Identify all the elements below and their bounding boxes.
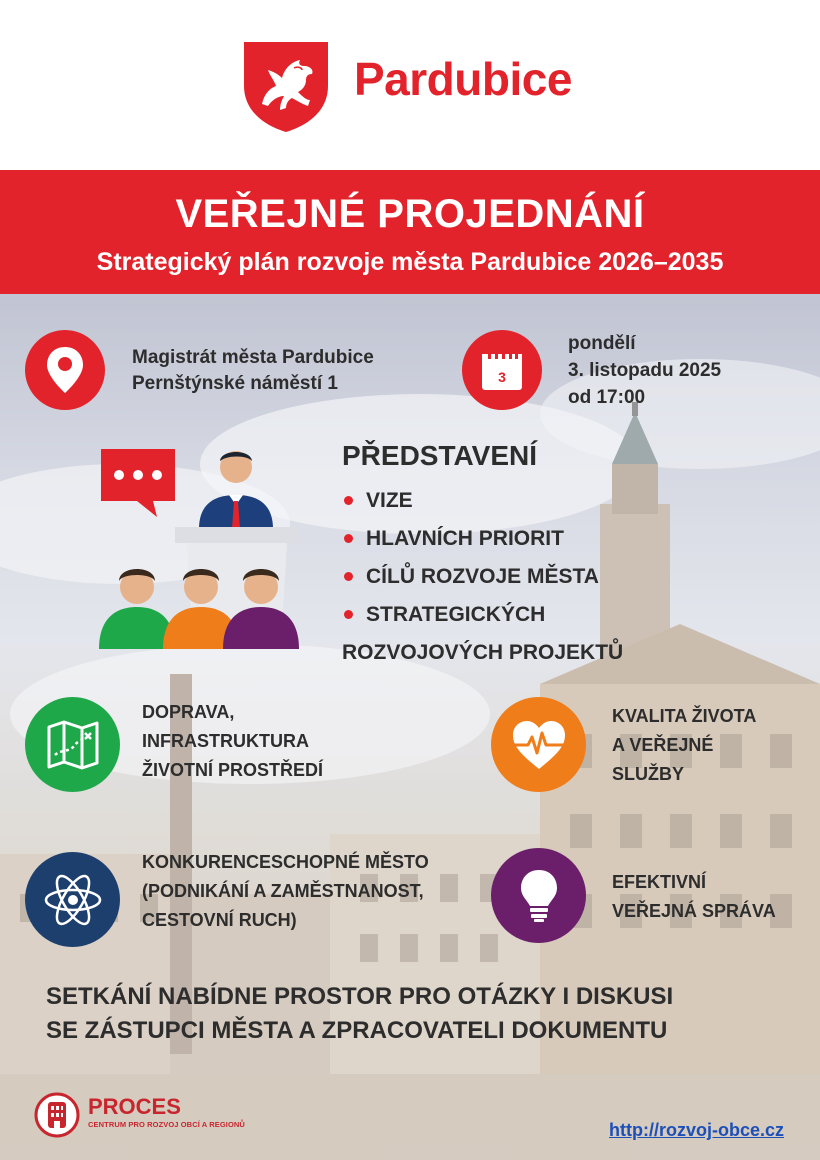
call-to-action — [46, 980, 806, 1048]
city-name: Pardubice — [354, 53, 572, 105]
proces-emblem-icon — [34, 1092, 80, 1138]
theme-quality-of-life: KVALITA ŽIVOTA A VEŘEJNÉ SLUŽBY — [612, 706, 757, 784]
location-pin-icon — [25, 330, 105, 410]
city-logo — [240, 38, 600, 133]
heart-pulse-icon — [491, 697, 586, 792]
lightbulb-icon — [491, 848, 586, 943]
header — [0, 0, 820, 170]
cta-line-2: SE ZÁSTUPCI MĚSTA A ZPRACOVATELI DOKUMENTU — [46, 1017, 668, 1044]
presentation-list — [342, 482, 623, 672]
event-date — [568, 330, 721, 411]
list-item: HLAVNÍCH PRIORIT — [342, 520, 623, 558]
speaker-audience-icon — [95, 445, 310, 650]
event-day-name: pondělí — [568, 333, 636, 354]
theme-transport: DOPRAVA, INFRASTRUKTURA ŽIVOTNÍ PROSTŘEDÍ — [142, 702, 324, 780]
theme-administration: EFEKTIVNÍ VEŘEJNÁ SPRÁVA — [612, 872, 776, 921]
venue-line-1: Magistrát města Pardubice — [132, 347, 374, 368]
banner-subtitle: Strategický plán rozvoje města Pardubice 2026–2035 — [96, 248, 724, 276]
proces-name: PROCES — [88, 1094, 181, 1119]
theme-economy: KONKURENCESCHOPNÉ MĚSTO (PODNIKÁNÍ A ZAMĚSTNANOST, CESTOVNÍ RUCH) — [142, 852, 429, 930]
venue-line-2: Pernštýnské náměstí 1 — [132, 373, 338, 394]
banner-title: VEŘEJNÉ PROJEDNÁNÍ — [175, 192, 645, 236]
calendar-number: 3 — [498, 369, 506, 385]
list-item-continuation: ROZVOJOVÝCH PROJEKTŮ — [342, 641, 624, 664]
presentation-title: PŘEDSTAVENÍ — [342, 440, 537, 471]
venue-address — [132, 345, 374, 397]
calendar-icon — [462, 330, 542, 410]
list-item: VIZE — [342, 482, 623, 520]
event-date-value: 3. listopadu 2025 — [568, 360, 722, 381]
list-item: STRATEGICKÝCH — [342, 596, 623, 634]
horse-shield-logo — [240, 38, 332, 133]
map-icon — [25, 697, 120, 792]
proces-subtitle: CENTRUM PRO ROZVOJ OBCÍ A REGIONŮ — [88, 1120, 245, 1129]
website-link[interactable]: http://rozvoj-obce.cz — [609, 1120, 784, 1140]
event-time: od 17:00 — [568, 387, 646, 408]
list-item: CÍLŮ ROZVOJE MĚSTA — [342, 558, 623, 596]
title-banner — [0, 170, 820, 294]
proces-logo — [34, 1092, 264, 1136]
atom-icon — [25, 852, 120, 947]
cta-line-1: SETKÁNÍ NABÍDNE PROSTOR PRO OTÁZKY I DISKUSI — [46, 983, 674, 1010]
